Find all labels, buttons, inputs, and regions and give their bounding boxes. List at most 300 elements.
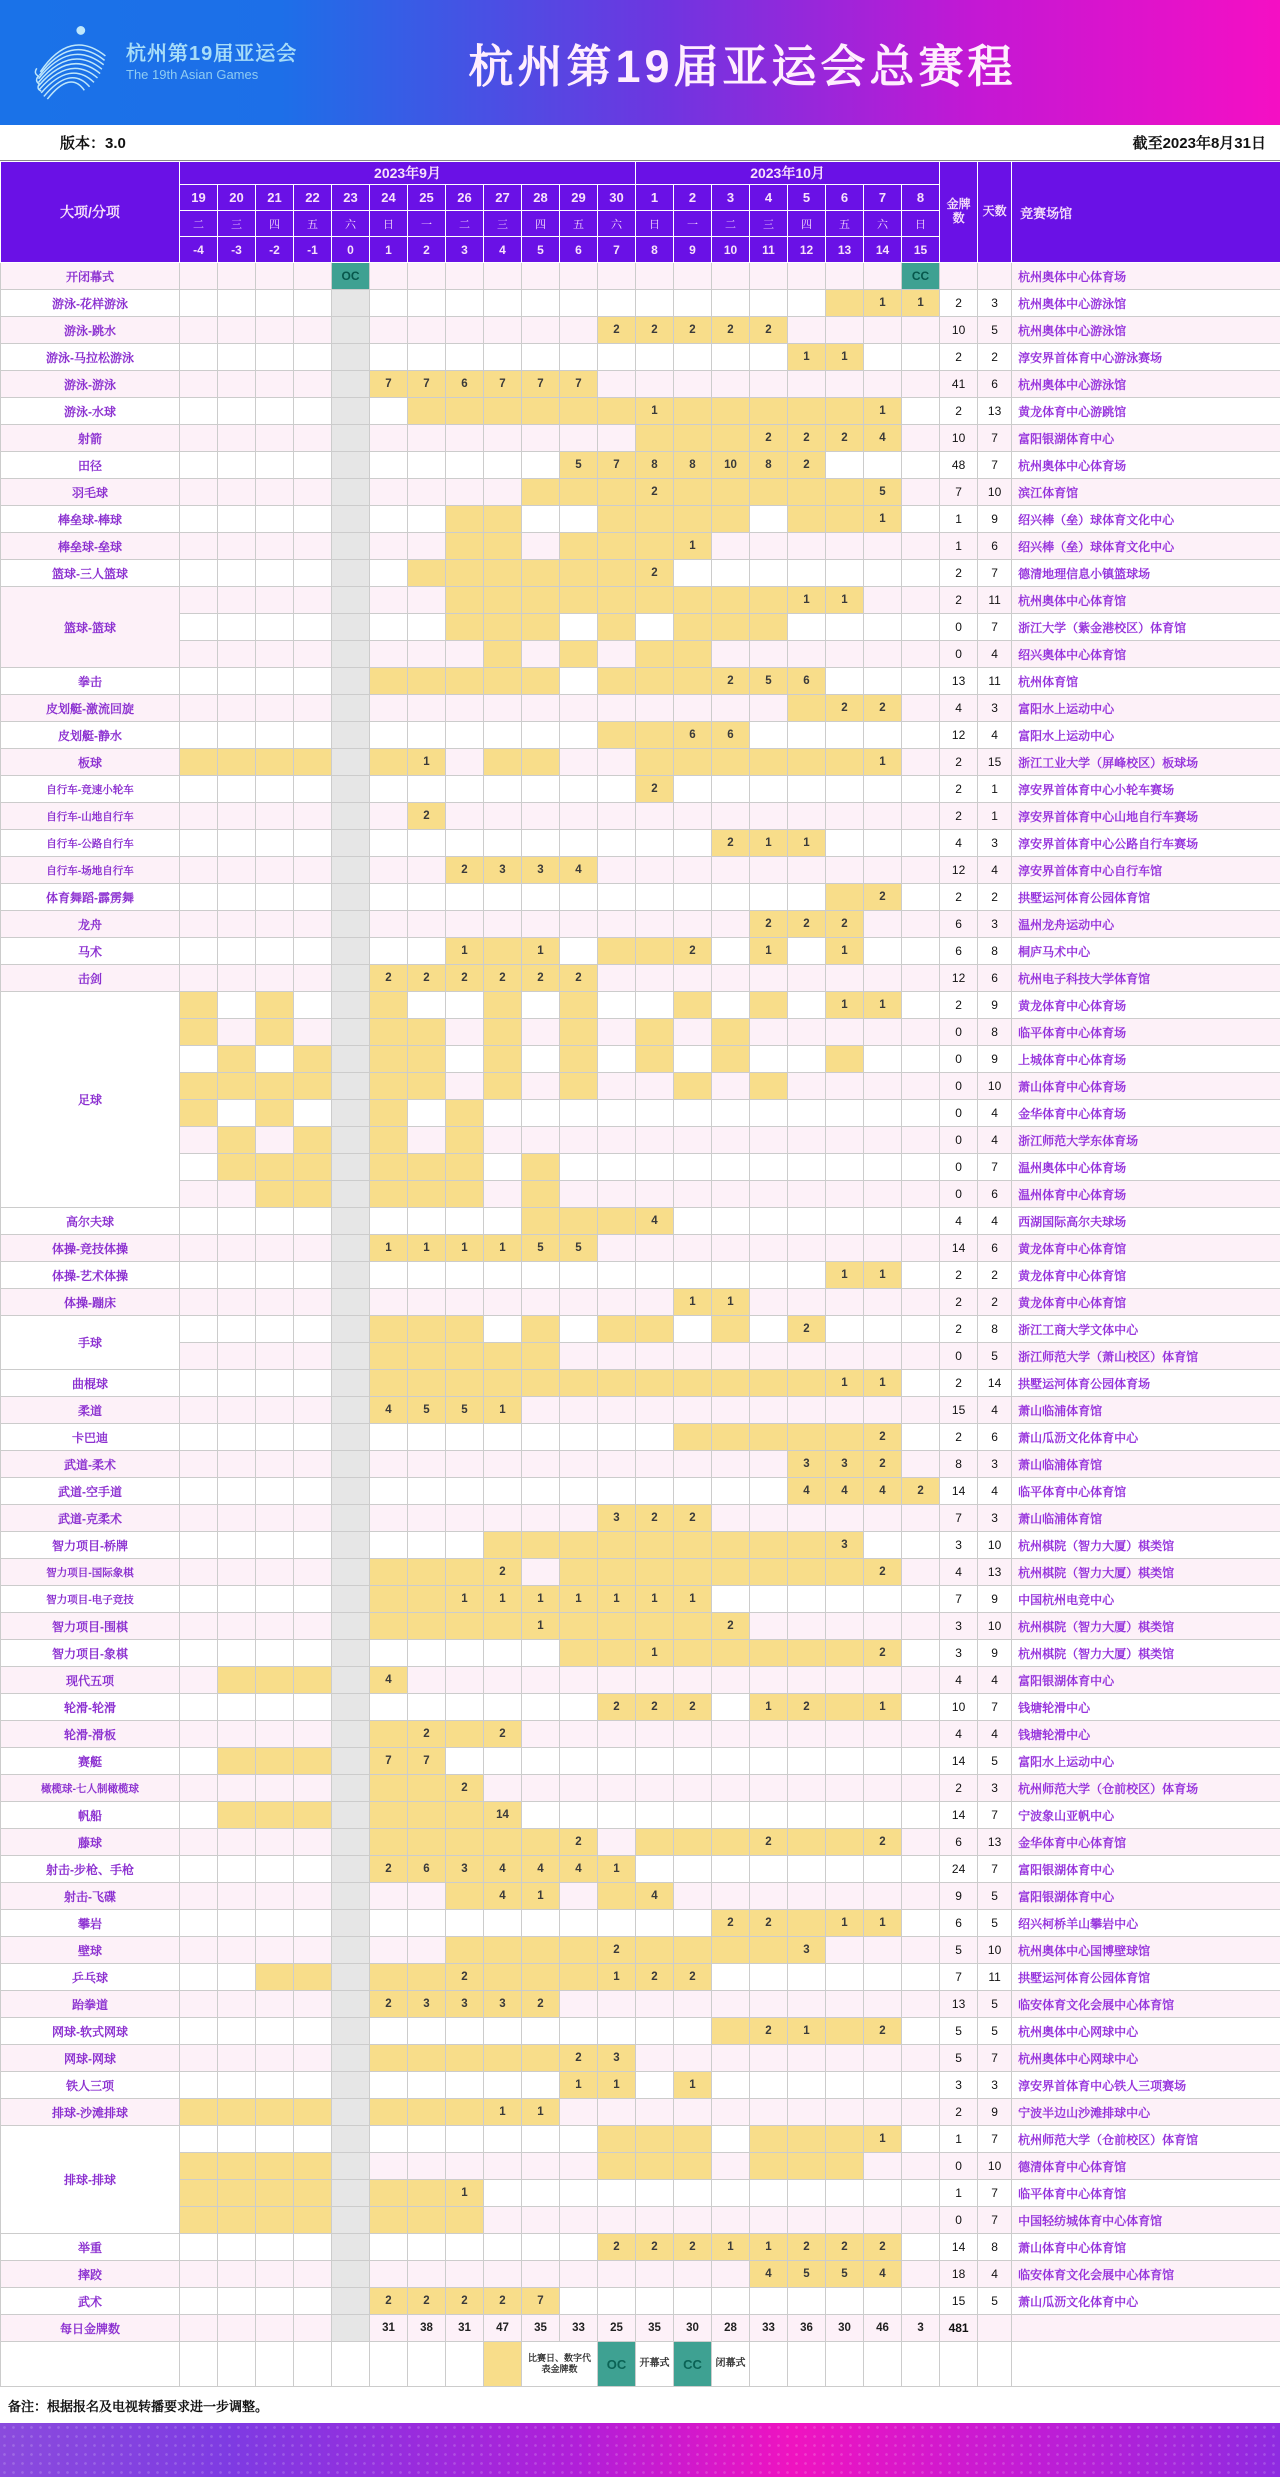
gold-count: 5 (940, 1937, 978, 1964)
day-cell (712, 695, 750, 722)
day-cell (256, 1316, 294, 1343)
day-cell (522, 776, 560, 803)
day-cell: 4 (864, 425, 902, 452)
venue-name: 临平体育中心体育场 (1012, 1019, 1280, 1046)
header-weekday-3: 五 (294, 211, 332, 237)
day-cell: 2 (788, 1694, 826, 1721)
day-cell (332, 317, 370, 344)
day-cell (218, 452, 256, 479)
day-cell: 2 (636, 2234, 674, 2261)
day-cell (674, 263, 712, 290)
day-count: 3 (978, 830, 1012, 857)
sport-label: 轮滑-滑板 (1, 1721, 180, 1748)
day-cell (674, 2153, 712, 2180)
day-cell (636, 1478, 674, 1505)
day-cell (446, 1127, 484, 1154)
day-cell (826, 2207, 864, 2234)
gold-count: 3 (940, 2072, 978, 2099)
day-cell (218, 1370, 256, 1397)
sport-label: 龙舟 (1, 911, 180, 938)
header-date-5: 24 (370, 185, 408, 211)
day-cell (484, 884, 522, 911)
day-cell (256, 1073, 294, 1100)
day-cell (370, 1370, 408, 1397)
day-cell (902, 992, 940, 1019)
day-cell (484, 1478, 522, 1505)
day-count: 7 (978, 2180, 1012, 2207)
day-cell (484, 1694, 522, 1721)
day-cell (750, 992, 788, 1019)
day-cell (902, 2099, 940, 2126)
venue-name: 绍兴棒（垒）球体育文化中心 (1012, 533, 1280, 560)
day-cell (750, 1775, 788, 1802)
day-cell (370, 722, 408, 749)
day-cell: 1 (864, 992, 902, 1019)
sport-label: 武道-空手道 (1, 1478, 180, 1505)
day-cell (636, 857, 674, 884)
sport-label: 田径 (1, 452, 180, 479)
day-cell (332, 1235, 370, 1262)
table-row (1, 1883, 1280, 1910)
day-cell (826, 1316, 864, 1343)
day-cell: 2 (674, 1505, 712, 1532)
table-row (1, 2288, 1280, 2315)
day-cell (864, 2180, 902, 2207)
day-count: 8 (978, 938, 1012, 965)
venue-name: 拱墅运河体育公园体育馆 (1012, 1964, 1280, 1991)
day-cell (218, 1775, 256, 1802)
day-cell: 1 (484, 1235, 522, 1262)
day-cell (408, 2261, 446, 2288)
day-cell (864, 1991, 902, 2018)
day-cell: 2 (560, 2045, 598, 2072)
venue-name: 淳安界首体育中心小轮车赛场 (1012, 776, 1280, 803)
day-cell (484, 1181, 522, 1208)
day-cell (408, 830, 446, 857)
day-cell (712, 1100, 750, 1127)
day-cell (560, 1316, 598, 1343)
day-cell (864, 641, 902, 668)
day-cell (522, 2180, 560, 2207)
page-title: 杭州第19届亚运会总赛程 (355, 30, 1130, 95)
day-cell (560, 1424, 598, 1451)
day-cell (598, 371, 636, 398)
day-cell (370, 425, 408, 452)
day-cell (636, 884, 674, 911)
day-cell (826, 1640, 864, 1667)
day-cell (218, 1559, 256, 1586)
day-cell (560, 1532, 598, 1559)
day-cell (446, 290, 484, 317)
day-cell: 1 (712, 2234, 750, 2261)
day-cell (218, 1046, 256, 1073)
day-cell (180, 1883, 218, 1910)
day-cell (750, 1073, 788, 1100)
day-cell (408, 2153, 446, 2180)
day-cell (370, 533, 408, 560)
day-cell (826, 1505, 864, 1532)
day-count: 9 (978, 506, 1012, 533)
day-count: 7 (978, 2126, 1012, 2153)
table-row (1, 749, 1280, 776)
header-venue-col: 竞赛场馆 (1012, 162, 1280, 263)
day-cell (864, 1586, 902, 1613)
day-cell (484, 1370, 522, 1397)
header-weekday-6: 一 (408, 211, 446, 237)
sport-label: 攀岩 (1, 1910, 180, 1937)
day-cell (902, 2207, 940, 2234)
day-cell (332, 398, 370, 425)
day-cell (598, 1667, 636, 1694)
day-cell (332, 1937, 370, 1964)
sport-label: 篮球-篮球 (1, 587, 180, 668)
header-daynum-10: 6 (560, 237, 598, 263)
day-cell (598, 1910, 636, 1937)
day-cell (180, 1829, 218, 1856)
day-cell (750, 1343, 788, 1370)
day-cell (180, 2072, 218, 2099)
gold-count: 12 (940, 857, 978, 884)
day-cell (446, 1829, 484, 1856)
day-cell (446, 695, 484, 722)
day-cell (902, 506, 940, 533)
day-cell (712, 1451, 750, 1478)
table-row (1, 1829, 1280, 1856)
asian-games-emblem-icon (28, 17, 116, 109)
day-cell (180, 1154, 218, 1181)
day-cell (712, 1370, 750, 1397)
day-cell (294, 2315, 332, 2342)
day-cell (864, 1046, 902, 1073)
header-weekday-17: 五 (826, 211, 864, 237)
day-cell (332, 1100, 370, 1127)
day-cell (902, 398, 940, 425)
header-daynum-4: 0 (332, 237, 370, 263)
table-row (1, 398, 1280, 425)
gold-count: 1 (940, 506, 978, 533)
day-cell: 2 (446, 857, 484, 884)
day-cell: 2 (370, 1856, 408, 1883)
day-count: 6 (978, 371, 1012, 398)
gold-count: 2 (940, 749, 978, 776)
day-cell: 3 (522, 857, 560, 884)
day-cell (332, 938, 370, 965)
day-cell: 5 (522, 1235, 560, 1262)
day-cell (218, 479, 256, 506)
gold-count: 6 (940, 1910, 978, 1937)
table-row (1, 1424, 1280, 1451)
day-cell: 1 (522, 2099, 560, 2126)
venue-name: 浙江师范大学（萧山校区）体育馆 (1012, 1343, 1280, 1370)
day-cell (674, 560, 712, 587)
day-cell (256, 1721, 294, 1748)
day-cell (522, 1532, 560, 1559)
day-cell (788, 1829, 826, 1856)
day-cell (902, 1100, 940, 1127)
day-cell (712, 425, 750, 452)
day-cell (408, 587, 446, 614)
header-date-9: 28 (522, 185, 560, 211)
day-cell: 4 (522, 1856, 560, 1883)
day-cell (256, 2315, 294, 2342)
day-cell (446, 506, 484, 533)
day-count: 2 (978, 1289, 1012, 1316)
day-cell (522, 1100, 560, 1127)
day-cell (522, 2045, 560, 2072)
header-daynum-17: 13 (826, 237, 864, 263)
day-cell (408, 776, 446, 803)
day-cell (788, 1370, 826, 1397)
day-cell (218, 911, 256, 938)
day-cell (750, 1127, 788, 1154)
day-cell (560, 1073, 598, 1100)
day-count: 15 (978, 749, 1012, 776)
venue-name: 杭州奥体中心体育场 (1012, 452, 1280, 479)
table-row (1, 1127, 1280, 1154)
day-cell (294, 1505, 332, 1532)
day-cell (484, 776, 522, 803)
day-cell: 4 (370, 1397, 408, 1424)
day-cell (294, 614, 332, 641)
day-cell: 2 (408, 2288, 446, 2315)
day-cell (332, 1397, 370, 1424)
day-cell (560, 1154, 598, 1181)
day-cell (560, 2018, 598, 2045)
day-cell (370, 2126, 408, 2153)
day-cell (180, 938, 218, 965)
day-cell (484, 830, 522, 857)
day-cell (446, 587, 484, 614)
day-cell (484, 1937, 522, 1964)
table-row (1, 1748, 1280, 1775)
sport-label: 皮划艇-激流回旋 (1, 695, 180, 722)
day-cell: 33 (750, 2315, 788, 2342)
day-cell (788, 1154, 826, 1181)
day-cell (294, 2207, 332, 2234)
day-cell (484, 1262, 522, 1289)
venue-name: 黄龙体育中心体育馆 (1012, 1262, 1280, 1289)
day-cell (864, 263, 902, 290)
day-cell (370, 695, 408, 722)
day-cell (902, 1505, 940, 1532)
day-cell (864, 2153, 902, 2180)
gold-count: 2 (940, 1370, 978, 1397)
day-cell (332, 2072, 370, 2099)
day-cell (446, 2207, 484, 2234)
day-cell (522, 1046, 560, 1073)
gold-count: 4 (940, 1559, 978, 1586)
venue-name: 拱墅运河体育公园体育馆 (1012, 884, 1280, 911)
day-cell (598, 884, 636, 911)
day-cell (218, 1829, 256, 1856)
day-count (978, 263, 1012, 290)
day-cell (180, 992, 218, 1019)
day-cell (256, 1262, 294, 1289)
header-daynum-8: 4 (484, 237, 522, 263)
day-cell (902, 452, 940, 479)
day-cell: 1 (522, 1883, 560, 1910)
day-cell (332, 1316, 370, 1343)
table-row (1, 2315, 1280, 2342)
day-cell (788, 1559, 826, 1586)
day-cell (370, 2045, 408, 2072)
day-cell: 1 (484, 1586, 522, 1613)
day-count: 5 (978, 1883, 1012, 1910)
day-cell (180, 641, 218, 668)
sport-label: 轮滑-轮滑 (1, 1694, 180, 1721)
day-cell (598, 1640, 636, 1667)
day-cell (598, 965, 636, 992)
day-cell (750, 1883, 788, 1910)
day-cell (180, 425, 218, 452)
day-count (978, 2315, 1012, 2342)
day-cell (674, 2261, 712, 2288)
table-row (1, 425, 1280, 452)
day-cell (598, 263, 636, 290)
day-cell (750, 1370, 788, 1397)
day-cell (598, 290, 636, 317)
sport-label: 网球-网球 (1, 2045, 180, 2072)
day-count: 7 (978, 452, 1012, 479)
day-cell (560, 1046, 598, 1073)
day-cell (788, 884, 826, 911)
day-cell (636, 965, 674, 992)
day-count: 4 (978, 1478, 1012, 1505)
day-cell (636, 938, 674, 965)
day-cell (446, 2126, 484, 2153)
day-cell (218, 1910, 256, 1937)
day-cell (902, 1694, 940, 1721)
day-cell: 38 (408, 2315, 446, 2342)
gold-count: 7 (940, 1505, 978, 1532)
day-cell (902, 1208, 940, 1235)
table-row (1, 1937, 1280, 1964)
gold-count: 15 (940, 1397, 978, 1424)
day-count: 2 (978, 884, 1012, 911)
day-cell: 1 (370, 1235, 408, 1262)
day-cell (294, 1694, 332, 1721)
venue-name: 杭州棋院（智力大厦）棋类馆 (1012, 1559, 1280, 1586)
day-cell (864, 1667, 902, 1694)
day-cell (788, 1883, 826, 1910)
day-cell (674, 2126, 712, 2153)
day-cell: 3 (788, 1451, 826, 1478)
day-cell (598, 911, 636, 938)
day-cell (446, 1451, 484, 1478)
day-cell: 1 (446, 1586, 484, 1613)
day-cell (522, 1937, 560, 1964)
day-cell (408, 2234, 446, 2261)
gold-count: 2 (940, 1289, 978, 1316)
day-cell (674, 2180, 712, 2207)
day-cell (560, 1397, 598, 1424)
sport-label: 体操-竞技体操 (1, 1235, 180, 1262)
day-cell (218, 749, 256, 776)
header-date-1: 20 (218, 185, 256, 211)
day-cell (750, 965, 788, 992)
day-cell (788, 2153, 826, 2180)
sport-label: 武道-柔术 (1, 1451, 180, 1478)
day-cell (788, 2180, 826, 2207)
day-cell (636, 1829, 674, 1856)
day-cell (598, 1721, 636, 1748)
day-cell (256, 1991, 294, 2018)
sport-label: 游泳-花样游泳 (1, 290, 180, 317)
day-cell (218, 290, 256, 317)
day-cell (218, 533, 256, 560)
day-cell (826, 2072, 864, 2099)
day-cell (332, 1154, 370, 1181)
day-cell (598, 1748, 636, 1775)
day-cell (370, 2207, 408, 2234)
day-cell (218, 2261, 256, 2288)
day-cell (864, 1073, 902, 1100)
day-cell (674, 1397, 712, 1424)
day-cell (522, 1802, 560, 1829)
day-cell (180, 830, 218, 857)
day-cell (902, 965, 940, 992)
day-cell: 1 (636, 398, 674, 425)
venue-name: 萧山临浦体育馆 (1012, 1397, 1280, 1424)
day-cell (750, 1478, 788, 1505)
day-cell (408, 1046, 446, 1073)
header-weekday-5: 日 (370, 211, 408, 237)
day-cell (446, 1532, 484, 1559)
table-row (1, 641, 1280, 668)
venue-name: 淳安界首体育中心铁人三项赛场 (1012, 2072, 1280, 2099)
day-cell: 31 (370, 2315, 408, 2342)
gold-count: 6 (940, 1829, 978, 1856)
day-cell (674, 425, 712, 452)
day-count: 13 (978, 1559, 1012, 1586)
day-cell (446, 1019, 484, 1046)
day-cell (788, 1127, 826, 1154)
day-cell (180, 722, 218, 749)
day-cell (294, 1559, 332, 1586)
day-cell (788, 749, 826, 776)
table-row (1, 1073, 1280, 1100)
day-cell: 6 (446, 371, 484, 398)
day-cell (332, 1532, 370, 1559)
sport-label: 智力项目-桥牌 (1, 1532, 180, 1559)
day-cell (712, 1640, 750, 1667)
day-cell (826, 776, 864, 803)
day-cell (484, 1289, 522, 1316)
day-count: 9 (978, 1586, 1012, 1613)
day-cell (712, 2072, 750, 2099)
day-cell (522, 1397, 560, 1424)
day-cell (826, 1856, 864, 1883)
day-cell (332, 1289, 370, 1316)
venue-name: 西湖国际高尔夫球场 (1012, 1208, 1280, 1235)
day-cell (902, 1235, 940, 1262)
day-cell (636, 587, 674, 614)
day-cell (636, 1073, 674, 1100)
day-cell (712, 857, 750, 884)
day-cell: 2 (408, 1721, 446, 1748)
day-cell (408, 1289, 446, 1316)
day-cell (294, 1856, 332, 1883)
day-cell (446, 2018, 484, 2045)
day-cell (484, 749, 522, 776)
day-cell (256, 911, 294, 938)
day-cell (522, 1748, 560, 1775)
day-cell (256, 2288, 294, 2315)
sport-label: 游泳-马拉松游泳 (1, 344, 180, 371)
day-cell: 2 (522, 1991, 560, 2018)
day-cell (446, 1721, 484, 1748)
day-cell (522, 2018, 560, 2045)
